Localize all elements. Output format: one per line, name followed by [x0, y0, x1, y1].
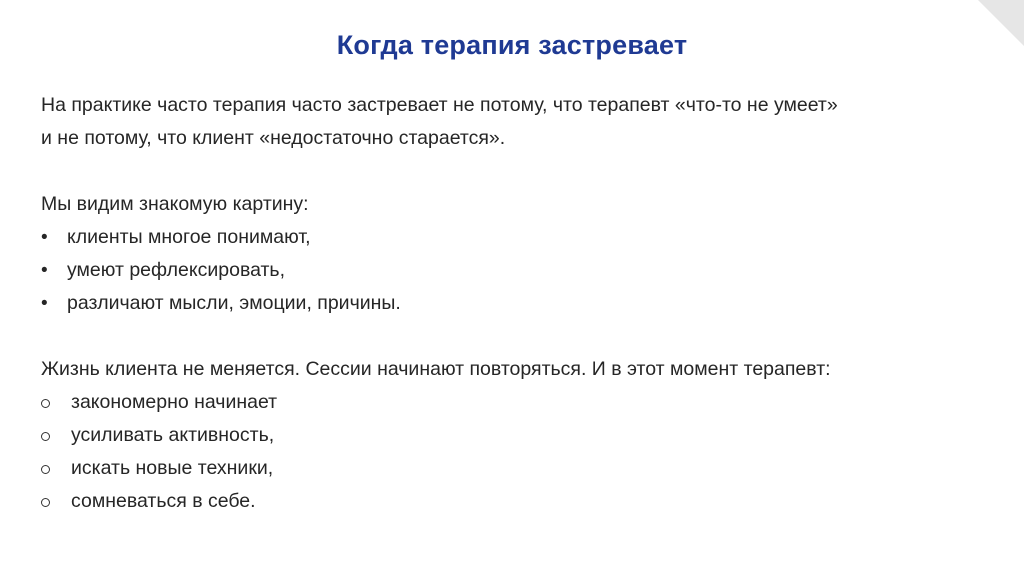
intro-line-2: и не потому, что клиент «недостаточно старается».: [41, 127, 506, 149]
bullet-text: различают мысли, эмоции, причины.: [67, 292, 401, 314]
circle-list-item: [41, 452, 1001, 485]
circle-list-item: [41, 386, 1001, 419]
circle-list-text: закономерно начинает: [71, 391, 278, 413]
circle-bullet-icon: [41, 397, 71, 408]
bullet-text: клиенты многое понимают,: [67, 226, 311, 248]
section2-lead: Жизнь клиента не меняется. Сессии начинают повторяться. И в этот момент терапевт:: [41, 358, 831, 380]
circle-bullet-icon: [41, 463, 71, 474]
section1-lead: Мы видим знакомую картину:: [41, 193, 309, 215]
slide-title: Когда терапия застревает: [336, 30, 688, 60]
circle-bullet-icon: [41, 430, 71, 441]
bullet-item: [41, 254, 1001, 287]
slide-body: [41, 89, 1001, 518]
bullet-icon: •: [41, 293, 48, 314]
circle-list-item: [41, 419, 1001, 452]
bullet-icon: •: [41, 260, 48, 281]
spacer: [41, 155, 1001, 188]
bullet-item: [41, 221, 1001, 254]
circle-list-item: [41, 485, 1001, 518]
spacer: [41, 320, 1001, 353]
circle-list-text: усиливать активность,: [71, 424, 275, 446]
bullet-text: умеют рефлексировать,: [67, 259, 286, 281]
intro-line-1: На практике часто терапия часто застревает не потому, что терапевт «что-то не умеет»: [41, 94, 838, 116]
circle-bullet-icon: [41, 496, 71, 507]
bullet-icon: •: [41, 227, 48, 248]
circle-list-text: искать новые техники,: [71, 457, 274, 479]
bullet-item: [41, 287, 1001, 320]
circle-list-text: сомневаться в себе.: [71, 490, 256, 512]
